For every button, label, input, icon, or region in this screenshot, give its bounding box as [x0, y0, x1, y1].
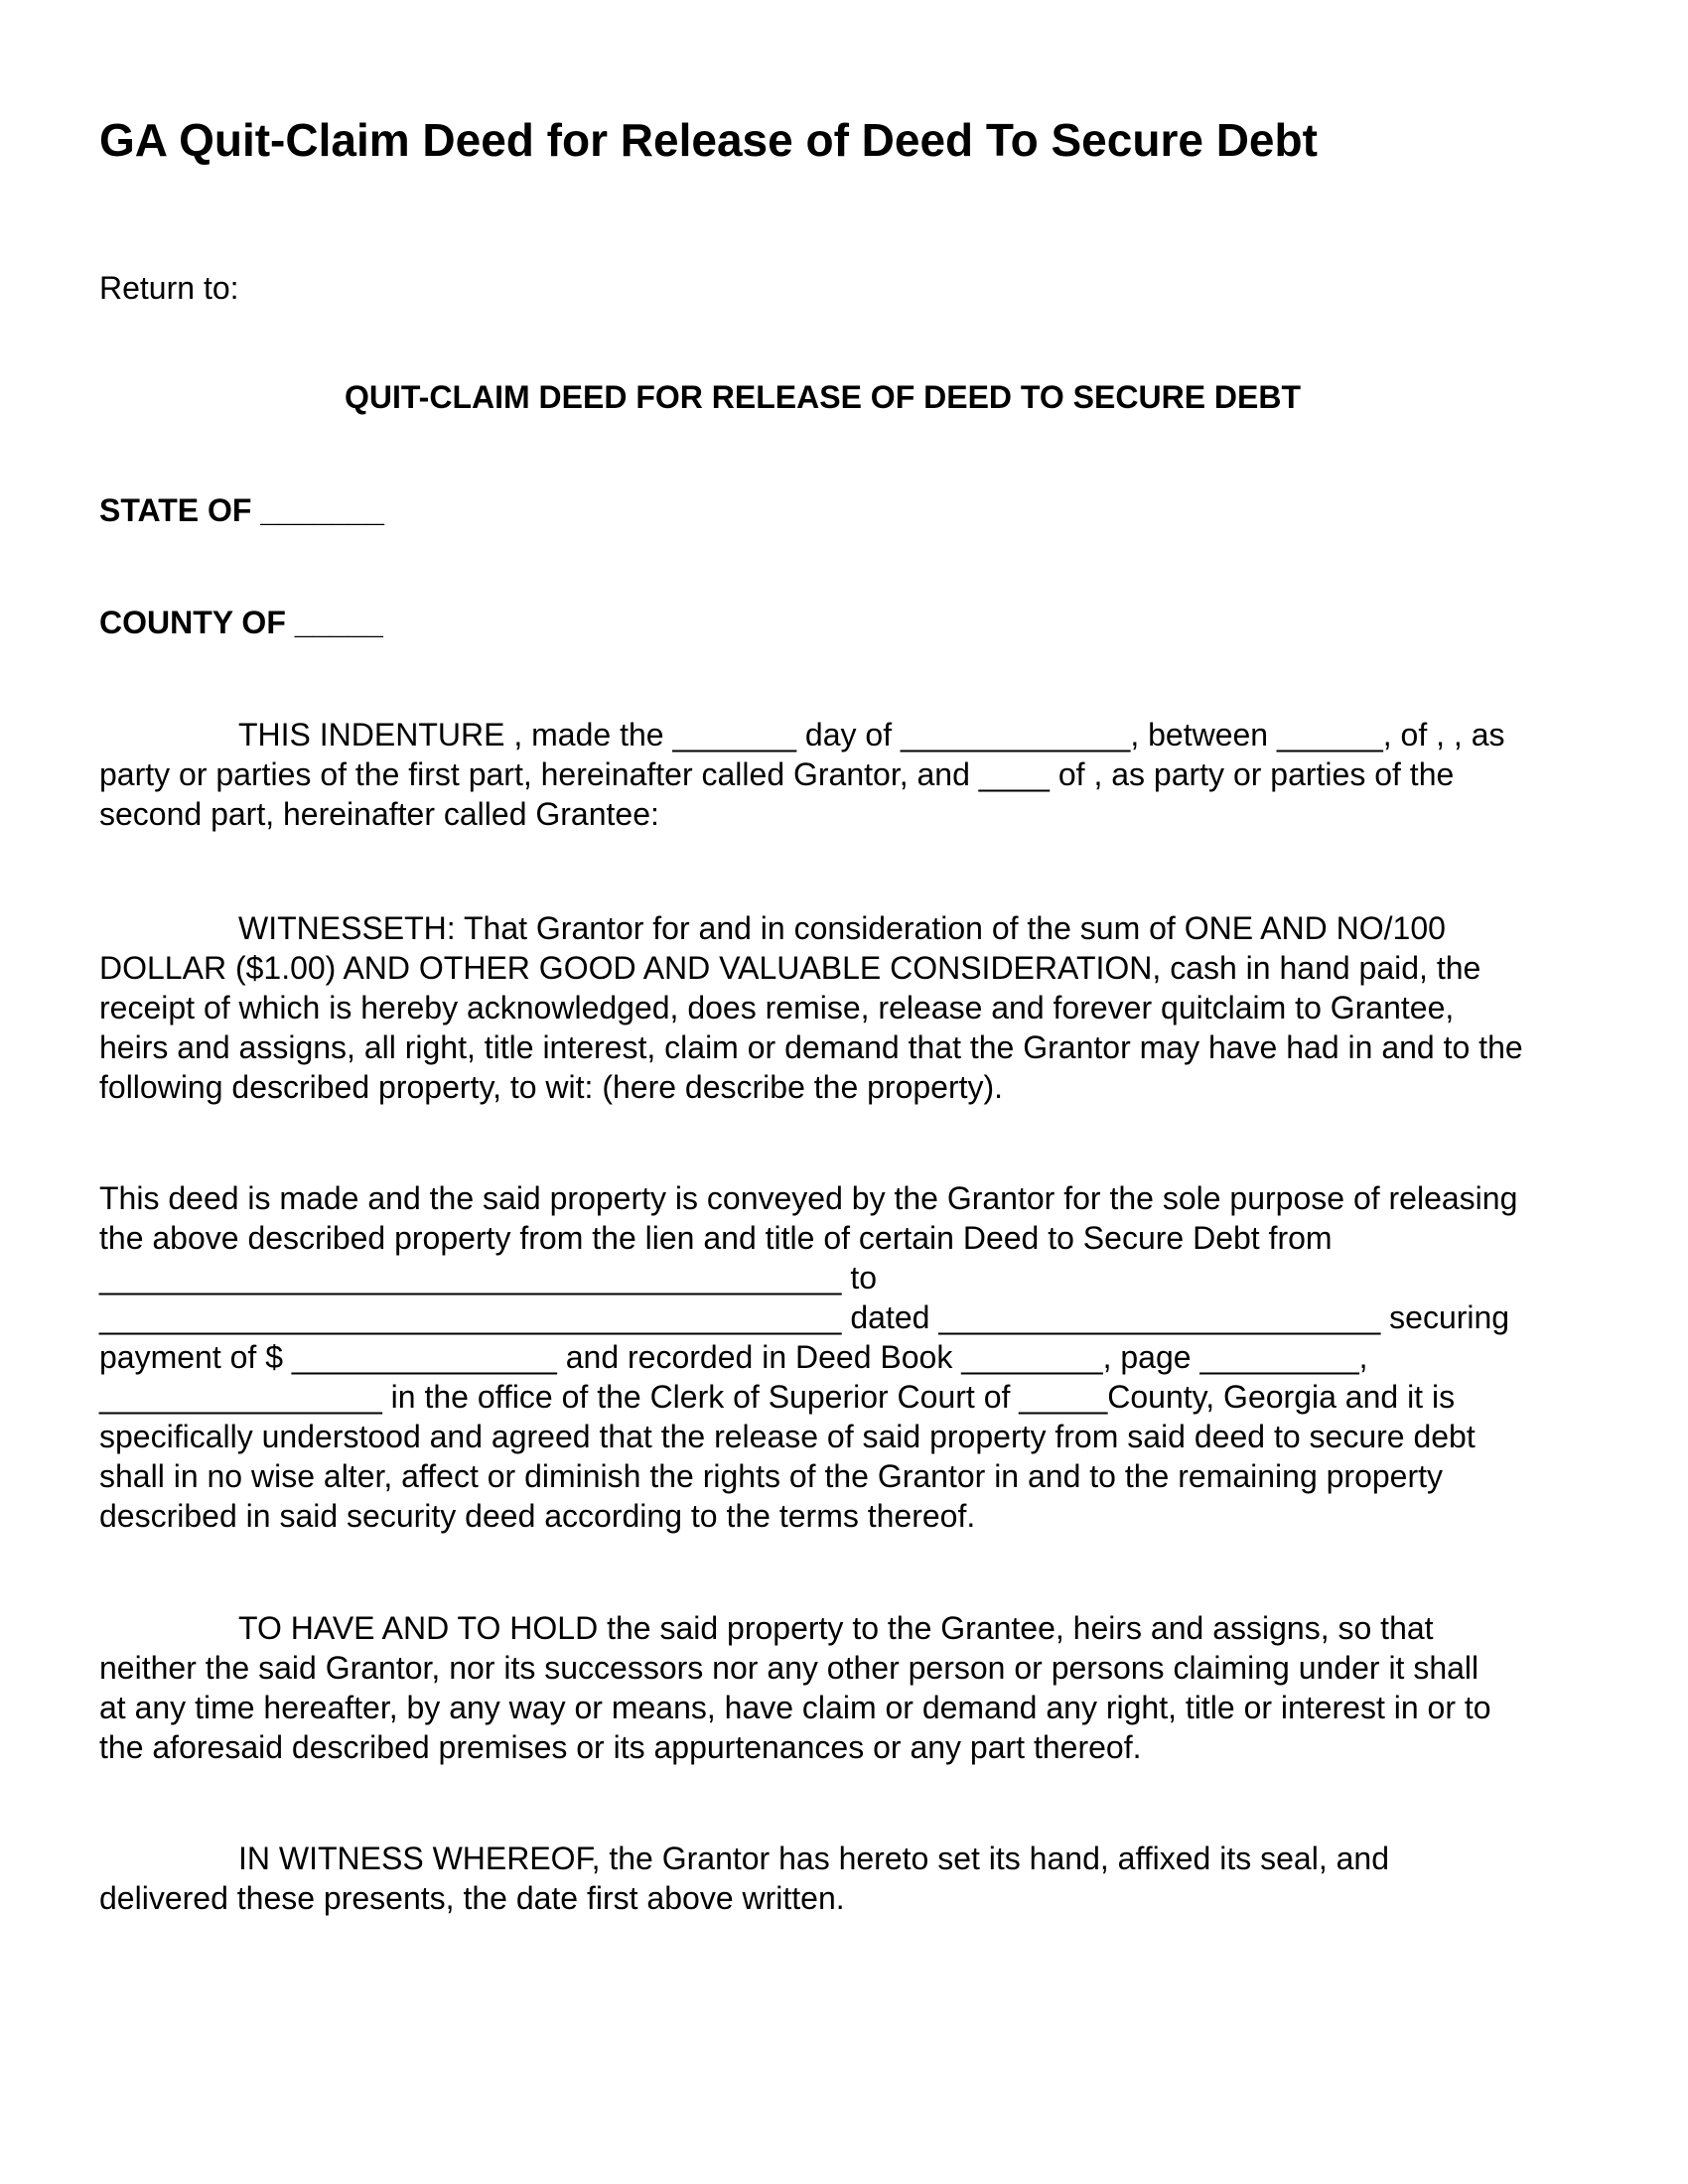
state-of-field: STATE OF _______ [99, 492, 384, 528]
deed-purpose-line: shall in no wise alter, affect or diminish the rights of the Grantor in and to the remaining property [99, 1458, 1444, 1494]
in-witness-line: delivered these presents, the date first above written. [99, 1880, 845, 1916]
habendum-paragraph [99, 1608, 1589, 1767]
witnesseth-line: WITNESSETH: That Grantor for and in consideration of the sum of ONE AND NO/100 [238, 910, 1446, 946]
in-witness-paragraph [99, 1839, 1589, 1918]
county-of-field: COUNTY OF _____ [99, 605, 383, 640]
deed-heading: QUIT-CLAIM DEED FOR RELEASE OF DEED TO SECURE DEBT [345, 379, 1302, 415]
document-title: GA Quit-Claim Deed for Release of Deed To Secure Debt [99, 114, 1318, 166]
habendum-line: at any time hereafter, by any way or means, have claim or demand any right, title or interest in or to [99, 1690, 1491, 1725]
deed-purpose-line: ________________ in the office of the Clerk of Superior Court of _____County, Georgia and it is [99, 1379, 1456, 1415]
witnesseth-line: following described property, to wit: (here describe the property). [99, 1069, 1004, 1105]
witnesseth-line: DOLLAR ($1.00) AND OTHER GOOD AND VALUABLE CONSIDERATION, cash in hand paid, the [99, 950, 1481, 986]
deed-purpose-line: specifically understood and agreed that the release of said property from said deed to secure debt [99, 1419, 1476, 1454]
indenture-line: party or parties of the first part, hereinafter called Grantor, and ____ of , as party or parties of the [99, 756, 1455, 792]
habendum-line: TO HAVE AND TO HOLD the said property to the Grantee, heirs and assigns, so that [238, 1610, 1434, 1646]
witnesseth-line: heirs and assigns, all right, title interest, claim or demand that the Grantor may have had in and to the [99, 1029, 1523, 1065]
deed-purpose-line: the above described property from the lien and title of certain Deed to Secure Debt from [99, 1220, 1333, 1256]
deed-purpose-line: described in said security deed according to the terms thereof. [99, 1498, 976, 1534]
witnesseth-paragraph [99, 908, 1589, 1107]
indenture-line: second part, hereinafter called Grantee: [99, 796, 659, 832]
deed-purpose-paragraph [99, 1178, 1589, 1536]
habendum-line: the aforesaid described premises or its appurtenances or any part thereof. [99, 1729, 1142, 1765]
return-to-label: Return to: [99, 270, 239, 306]
deed-purpose-line: payment of $ _______________ and recorded in Deed Book ________, page _________, [99, 1339, 1368, 1375]
in-witness-line: IN WITNESS WHEREOF, the Grantor has hereto set its hand, affixed its seal, and [238, 1841, 1389, 1876]
deed-purpose-line: This deed is made and the said property is conveyed by the Grantor for the sole purpose of releasing [99, 1180, 1518, 1216]
witnesseth-line: receipt of which is hereby acknowledged, does remise, release and forever quitclaim to Grantee, [99, 990, 1455, 1025]
deed-purpose-line: __________________________________________ to [99, 1260, 878, 1296]
indenture-line: THIS INDENTURE , made the _______ day of _____________, between ______, of , , as [238, 717, 1505, 752]
habendum-line: neither the said Grantor, nor its successors nor any other person or persons claiming under it shall [99, 1650, 1479, 1686]
document-page [99, 0, 1589, 2184]
indenture-paragraph [99, 715, 1589, 834]
deed-purpose-line: __________________________________________ dated _________________________ securing [99, 1299, 1510, 1335]
